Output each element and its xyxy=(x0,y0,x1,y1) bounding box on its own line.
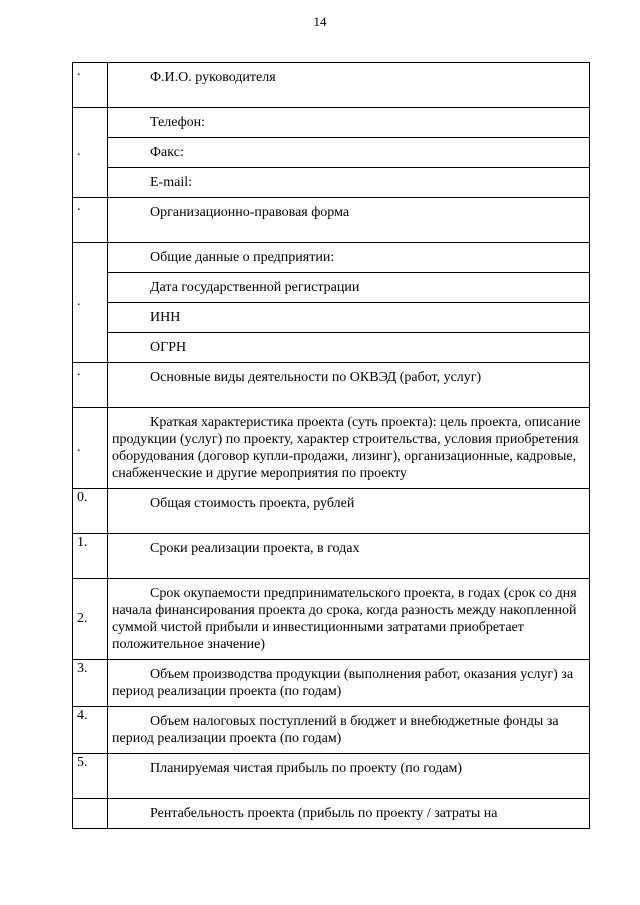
table-row xyxy=(73,408,590,489)
table-row xyxy=(73,198,590,243)
row-number: 5. xyxy=(73,754,108,799)
row-number: . xyxy=(73,198,108,243)
row-label: Краткая характеристика проекта (суть проекта): цель проекта, описание продукции (услуг) по проекту, характер строительства, условия приобретения оборудования (договор купли-продажи, лизинг), организационные, кадровые, снабженческие и другие мероприятия по проекту xyxy=(108,408,590,489)
row-label: Общие данные о предприятии: xyxy=(108,243,590,273)
table-row xyxy=(73,333,590,363)
row-number: 4. xyxy=(73,707,108,754)
row-label: Планируемая чистая прибыль по проекту (по годам) xyxy=(108,754,590,799)
table-row xyxy=(73,168,590,198)
row-label: Ф.И.О. руководителя xyxy=(108,63,590,108)
row-label: ИНН xyxy=(108,303,590,333)
table-row xyxy=(73,243,590,273)
project-form-table xyxy=(72,62,590,829)
row-label: Срок окупаемости предпринимательского проекта, в годах (срок со дня начала финансирования проекта до срока, когда разность между накопленной суммой чистой прибыли и инвестиционными затратами приобретает положительное значение) xyxy=(108,579,590,660)
row-number: . xyxy=(73,108,108,198)
table-row xyxy=(73,63,590,108)
row-number: 1. xyxy=(73,534,108,579)
page-number: 14 xyxy=(313,14,327,29)
table-row xyxy=(73,489,590,534)
row-number: . xyxy=(73,363,108,408)
row-number xyxy=(73,799,108,829)
table-row xyxy=(73,754,590,799)
table-row xyxy=(73,303,590,333)
table-row xyxy=(73,273,590,303)
row-number: . xyxy=(73,408,108,489)
table-row xyxy=(73,660,590,707)
row-number: 3. xyxy=(73,660,108,707)
table-row xyxy=(73,799,590,829)
row-number: . xyxy=(73,243,108,363)
row-label: Факс: xyxy=(108,138,590,168)
row-label: Телефон: xyxy=(108,108,590,138)
row-number: 0. xyxy=(73,489,108,534)
row-label: Основные виды деятельности по ОКВЭД (работ, услуг) xyxy=(108,363,590,408)
row-label: Дата государственной регистрации xyxy=(108,273,590,303)
table-row xyxy=(73,108,590,138)
table-row xyxy=(73,579,590,660)
table-row xyxy=(73,534,590,579)
row-number: 2. xyxy=(73,579,108,660)
row-label: ОГРН xyxy=(108,333,590,363)
row-label: Объем производства продукции (выполнения работ, оказания услуг) за период реализации проекта (по годам) xyxy=(108,660,590,707)
row-label: Общая стоимость проекта, рублей xyxy=(108,489,590,534)
row-number: . xyxy=(73,63,108,108)
row-label: Сроки реализации проекта, в годах xyxy=(108,534,590,579)
row-label: Рентабельность проекта (прибыль по проекту / затраты на xyxy=(108,799,590,829)
row-label: E-mail: xyxy=(108,168,590,198)
row-label: Организационно-правовая форма xyxy=(108,198,590,243)
table-row xyxy=(73,138,590,168)
table-row xyxy=(73,707,590,754)
row-label: Объем налоговых поступлений в бюджет и внебюджетные фонды за период реализации проекта (по годам) xyxy=(108,707,590,754)
table-row xyxy=(73,363,590,408)
